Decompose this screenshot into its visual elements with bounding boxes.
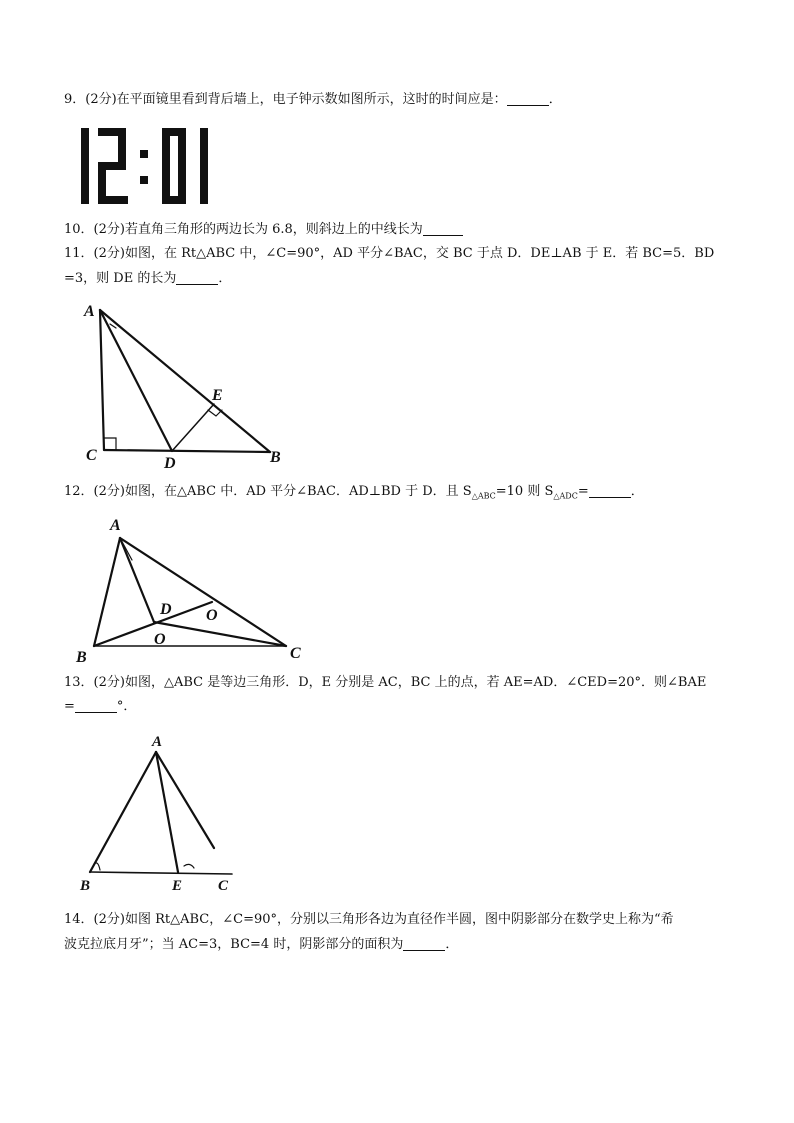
label-E: E	[172, 878, 183, 894]
right-angle-mark-C	[104, 438, 116, 450]
question-13-line2	[64, 697, 136, 717]
label-A: A	[84, 303, 95, 320]
question-13-line1	[64, 673, 706, 693]
segment-DE	[172, 404, 214, 451]
answer-blank-11[interactable]	[176, 270, 218, 285]
mirror-clock-figure	[76, 122, 216, 210]
answer-blank-13[interactable]	[75, 698, 117, 713]
question-11-text-2: =3，则 DE 的长为	[64, 271, 177, 286]
question-12-eq: =	[577, 484, 589, 499]
area-subscript-adc: △ADC	[553, 491, 578, 501]
label-B: B	[270, 449, 281, 466]
question-12	[64, 482, 644, 507]
answer-blank-9[interactable]	[507, 91, 549, 106]
question-10-text: 10．(2分)若直角三角形的两边长为 6.8，则斜边上的中线长为	[64, 222, 423, 237]
question-11-line1	[64, 244, 714, 264]
label-A: A	[110, 517, 121, 534]
question-9-suffix: ．	[548, 92, 562, 107]
question-13-suffix: °．	[116, 699, 137, 714]
segment-BC	[90, 872, 232, 874]
label-O-upper: O	[206, 607, 218, 624]
question-11-text: 11．(2分)如图，在 Rt△ABC 中，∠C=90°，AD 平分∠BAC，交 BC 于点 D．DE⊥AB 于 E．若 BC=5．BD	[64, 246, 715, 261]
area-subscript-abc: △ABC	[471, 491, 496, 501]
question-9-text: 9．(2分)在平面镜里看到背后墙上，电子钟示数如图所示，这时的时间应是：	[64, 92, 507, 107]
label-A: A	[152, 734, 163, 750]
answer-blank-14[interactable]	[403, 936, 445, 951]
segment-AB	[94, 538, 120, 646]
segment-AD	[120, 538, 154, 622]
segment-CB	[104, 450, 270, 452]
question-12-text: 12．(2分)如图，在△ABC 中．AD 平分∠BAC．AD⊥BD 于 D．且 S	[64, 484, 472, 499]
question-11-suffix: ．	[218, 271, 232, 286]
question-14-text-2: 波克拉底月牙”；当 AC=3，BC=4 时，阴影部分的面积为	[64, 937, 404, 952]
label-D: D	[164, 455, 176, 468]
label-O-lower: O	[154, 631, 166, 648]
figure-12	[72, 512, 312, 667]
question-9	[64, 90, 562, 110]
question-14-line1	[64, 910, 674, 930]
label-E: E	[212, 387, 223, 404]
answer-blank-12[interactable]	[589, 483, 631, 498]
segment-AC	[100, 310, 104, 450]
segment-AB	[100, 310, 270, 452]
question-13-text-2: =	[64, 699, 75, 714]
question-10	[64, 220, 463, 240]
question-13-text: 13．(2分)如图，△ABC 是等边三角形．D，E 分别是 AC，BC 上的点，若 AE=AD．∠CED=20°．则∠BAE	[64, 675, 707, 690]
label-C: C	[218, 878, 229, 894]
segment-AD	[100, 310, 172, 451]
question-14-line2	[64, 935, 458, 955]
figure-13	[76, 730, 246, 895]
question-12-mid: =10 则 S	[495, 484, 554, 499]
question-11-line2	[64, 269, 231, 289]
question-14-suffix: ．	[445, 937, 459, 952]
answer-blank-10[interactable]	[423, 221, 463, 236]
label-C: C	[86, 447, 97, 464]
digit-1-stroke	[81, 128, 89, 204]
label-C: C	[290, 645, 301, 662]
label-D: D	[160, 601, 172, 618]
segment-BD-extended	[94, 602, 212, 646]
label-B: B	[76, 649, 87, 666]
question-14-text: 14．(2分)如图 Rt△ABC，∠C=90°，分别以三角形各边为直径作半圆，图中阴影部分在数学史上称为“希	[64, 912, 674, 927]
segment-AB	[90, 752, 156, 872]
label-B: B	[80, 878, 91, 894]
figure-11	[80, 298, 290, 468]
clock-digits-image	[76, 122, 216, 210]
question-12-suffix: ．	[630, 484, 644, 499]
